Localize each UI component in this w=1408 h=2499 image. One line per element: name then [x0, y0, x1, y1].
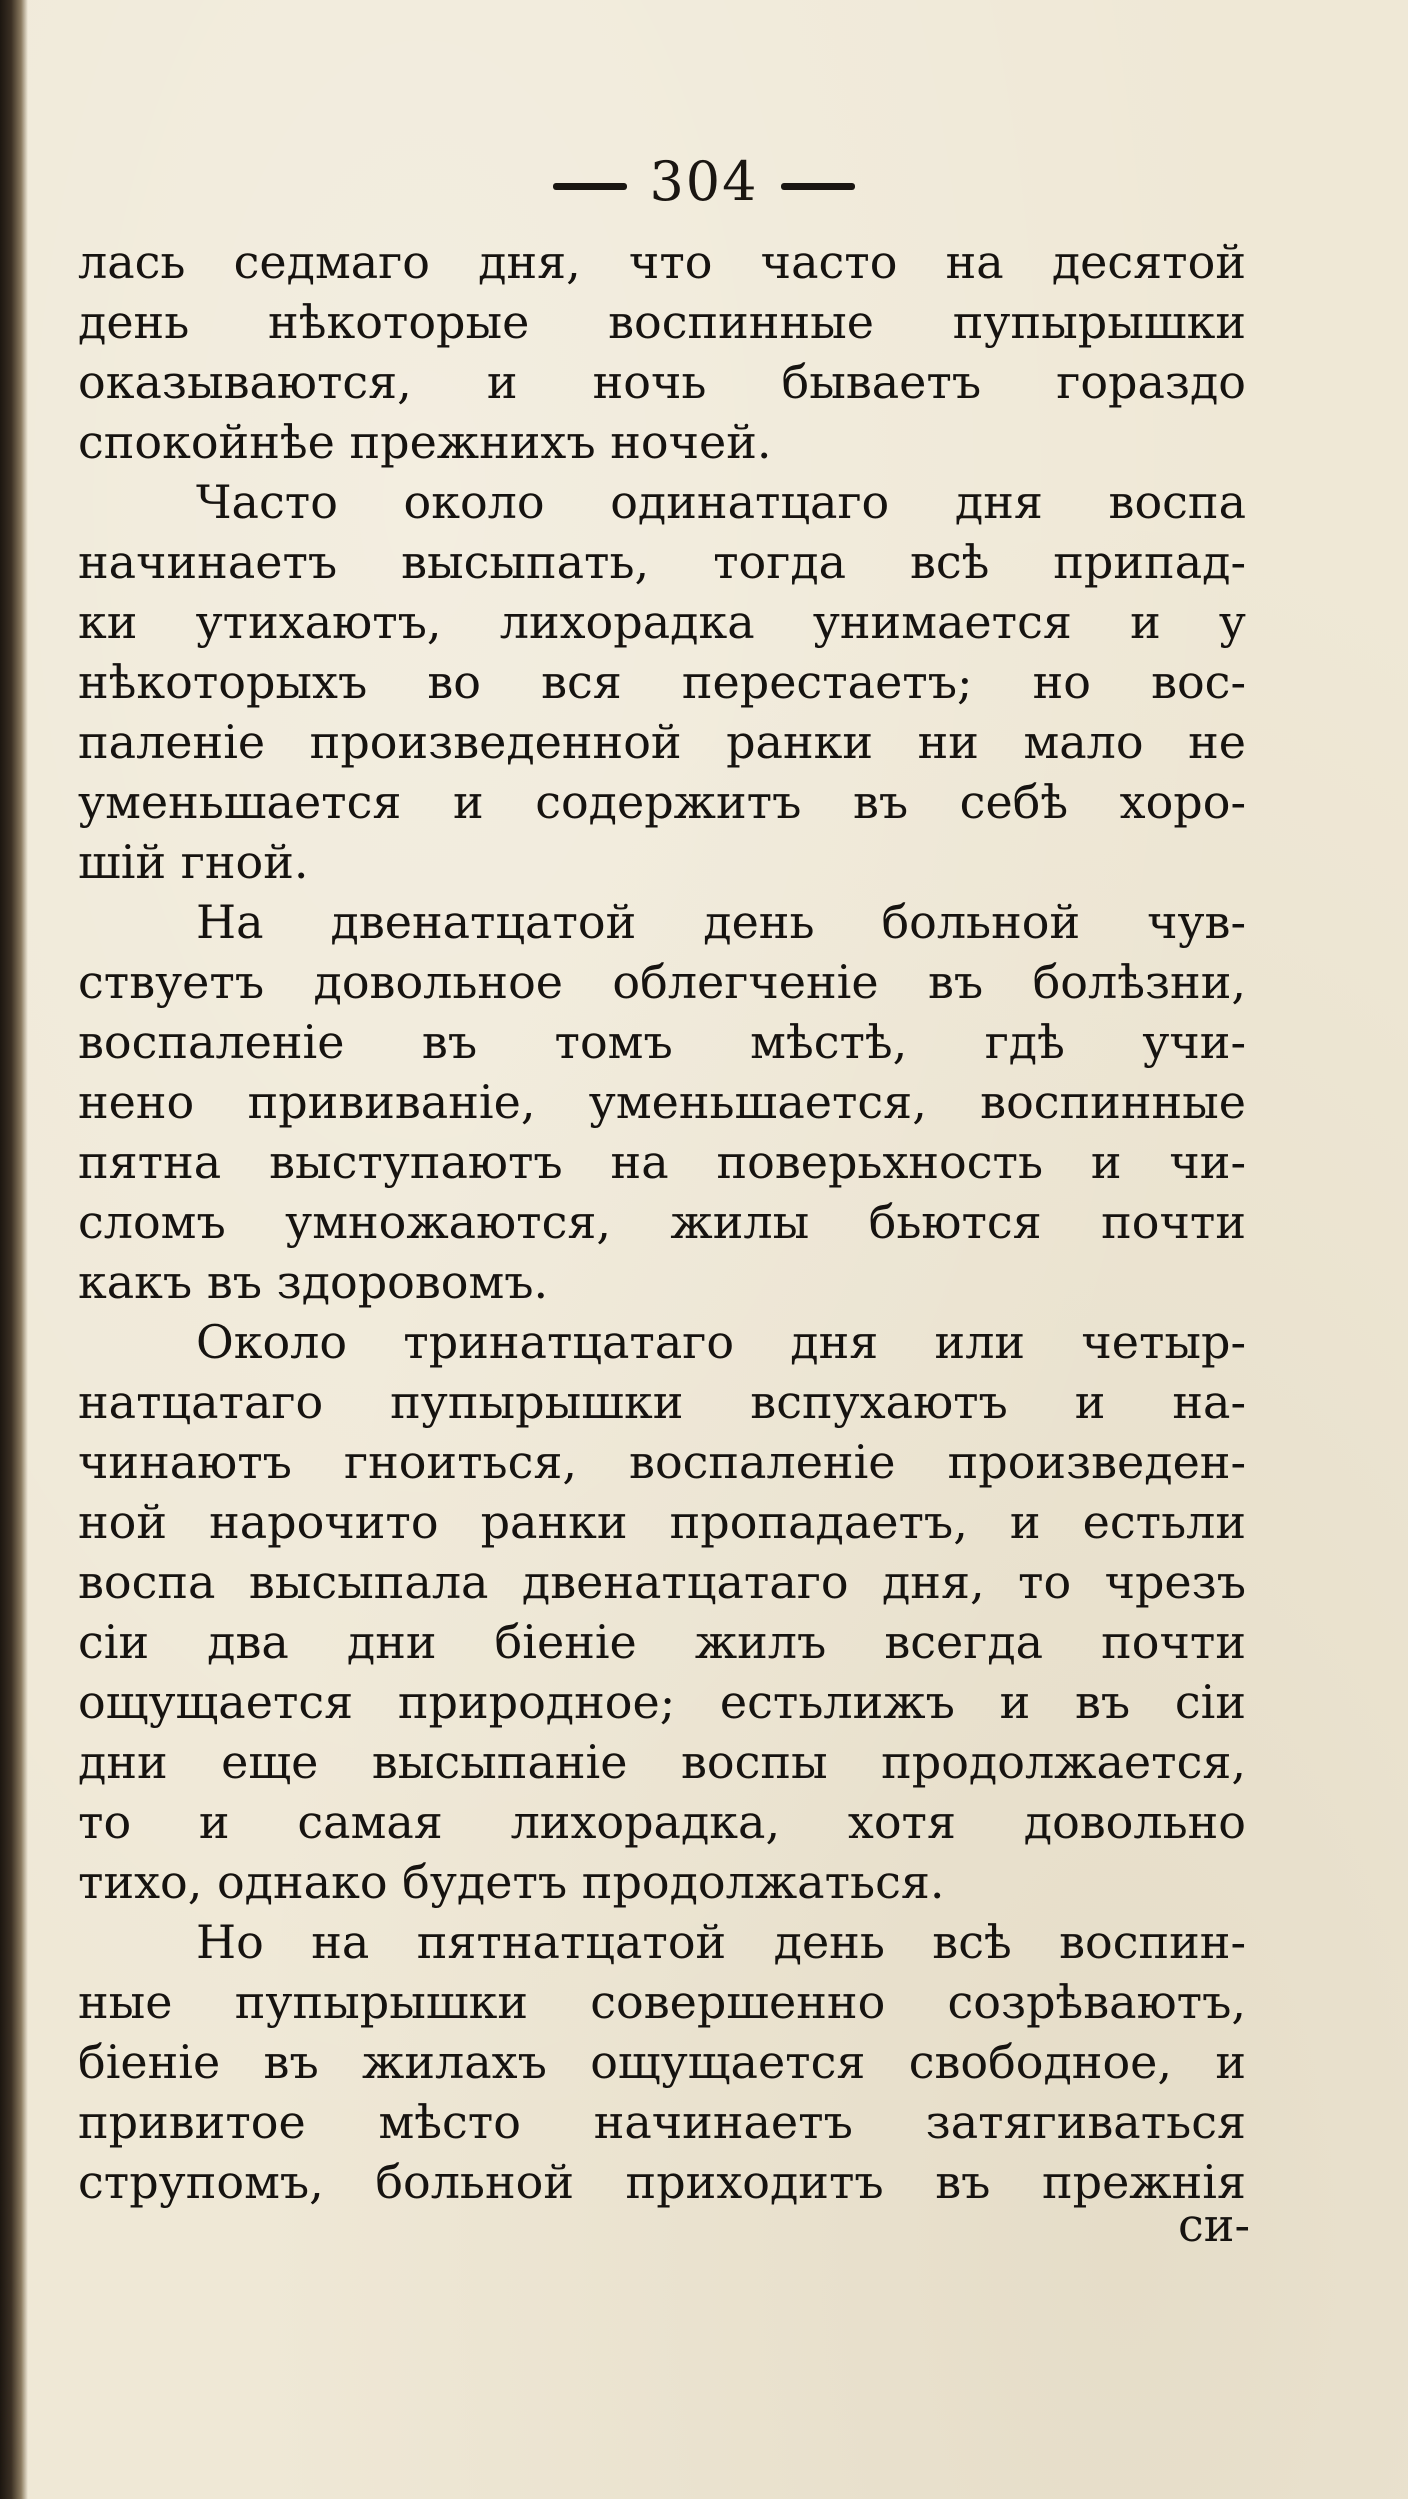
text-line: ной нарочито ранки пропадаетъ, и естьли	[78, 1495, 1246, 1549]
text-line: На двенатцатой день больной чув-	[196, 895, 1246, 949]
right-dash	[781, 183, 855, 190]
text-line: струпомъ, больной приходитъ въ прежнія	[78, 2155, 1246, 2209]
text-line: воспа высыпала двенатцатаго дня, то чрезъ	[78, 1555, 1246, 1609]
text-line: шій гной.	[78, 835, 309, 889]
text-line: Около тринатцатаго дня или четыр-	[196, 1315, 1246, 1369]
text-line: чинаютъ гноиться, воспаленіе произведен-	[78, 1435, 1246, 1489]
text-line: оказываются, и ночь бываетъ гораздо	[78, 355, 1246, 409]
text-line: начинаетъ высыпать, тогда всѣ припад-	[78, 535, 1246, 589]
text-line: спокойнѣе прежнихъ ночей.	[78, 415, 772, 469]
text-line: пятна выступаютъ на поверьхность и чи-	[78, 1135, 1246, 1189]
text-line: сломъ умножаются, жилы бьются почти	[78, 1195, 1246, 1249]
text-line: воспаленіе въ томъ мѣстѣ, гдѣ учи-	[78, 1015, 1246, 1069]
text-line: тихо, однако будетъ продолжаться.	[78, 1855, 945, 1909]
text-line: паленіе произведенной ранки ни мало не	[78, 715, 1246, 769]
text-line: нено прививаніе, уменьшается, воспинные	[78, 1075, 1246, 1129]
text-line: ствуетъ довольное облегченіе въ болѣзни,	[78, 955, 1246, 1009]
text-line: уменьшается и содержитъ въ себѣ хоро-	[78, 775, 1246, 829]
text-line: сіи два дни біеніе жилъ всегда почти	[78, 1615, 1246, 1669]
text-line: ные пупырышки совершенно созрѣваютъ,	[78, 1975, 1246, 2029]
text-line: Но на пятнатцатой день всѣ воспин-	[196, 1915, 1246, 1969]
text-line: Часто около одинатцаго дня воспа	[196, 475, 1246, 529]
text-line: лась седмаго дня, что часто на десятой	[78, 235, 1246, 289]
text-line: нѣкоторыхъ во вся перестаетъ; но вос-	[78, 655, 1246, 709]
text-line: дни еще высыпаніе воспы продолжается,	[78, 1735, 1246, 1789]
text-line: ощущается природное; естьлижъ и въ сіи	[78, 1675, 1246, 1729]
book-spine-shadow	[0, 0, 28, 2499]
page-number-header	[0, 150, 1408, 213]
text-line: натцатаго пупырышки вспухаютъ и на-	[78, 1375, 1246, 1429]
text-line: біеніе въ жилахъ ощущается свободное, и	[78, 2035, 1246, 2089]
text-line: то и самая лихорадка, хотя довольно	[78, 1795, 1246, 1849]
text-line: ки утихаютъ, лихорадка унимается и у	[78, 595, 1246, 649]
page-number: 304	[649, 150, 759, 213]
text-line: день нѣкоторые воспинные пупырышки	[78, 295, 1246, 349]
text-line: какъ въ здоровомъ.	[78, 1255, 549, 1309]
left-dash	[553, 183, 627, 190]
catchword: си-	[1178, 2198, 1250, 2252]
body-text	[78, 232, 1246, 2212]
text-line: привитое мѣсто начинаетъ затягиваться	[78, 2095, 1246, 2149]
